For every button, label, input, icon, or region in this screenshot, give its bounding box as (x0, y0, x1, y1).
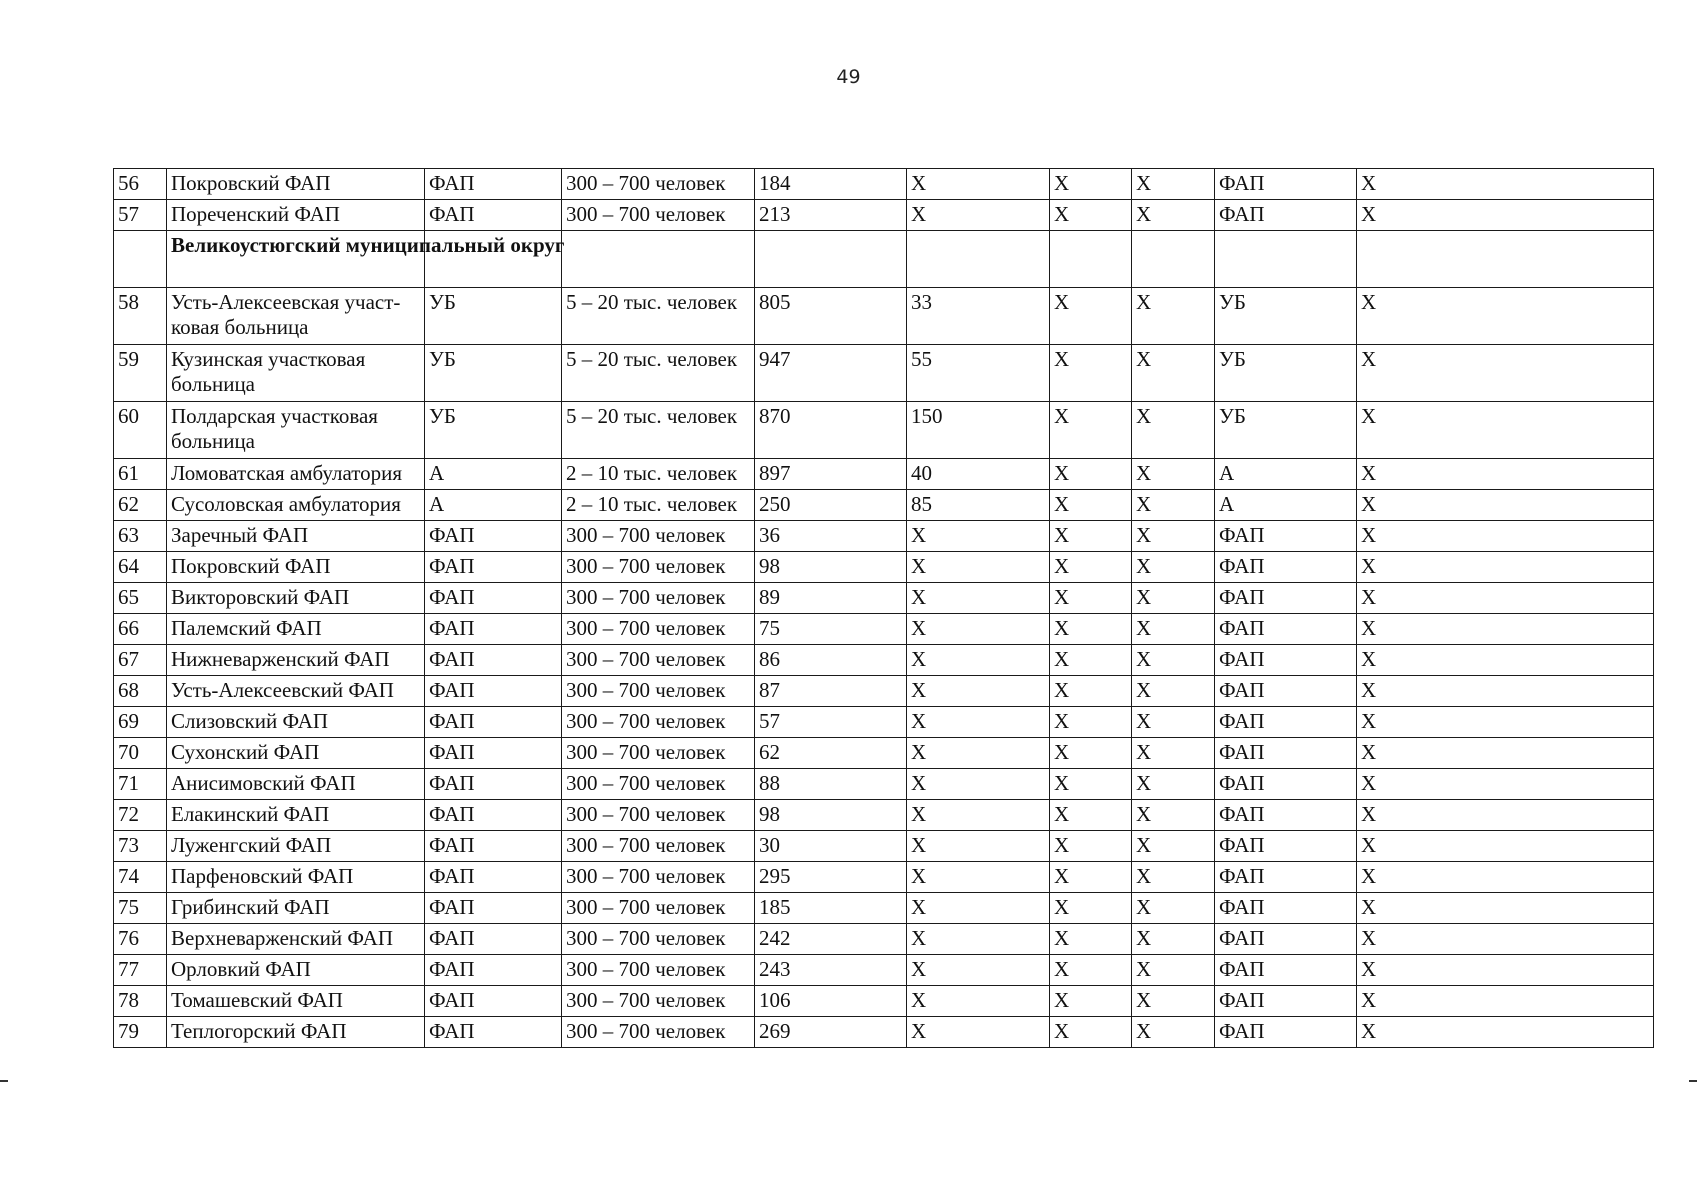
row-number-cell: 74 (114, 862, 167, 893)
value-cell: 947 (755, 345, 907, 402)
marker-cell: Х (1132, 402, 1215, 459)
value-cell: 213 (755, 200, 907, 231)
value-cell: 40 (907, 459, 1050, 490)
value-cell: 75 (755, 614, 907, 645)
target-type-cell: ФАП (1215, 924, 1357, 955)
table-row (114, 769, 1654, 800)
marker-cell: Х (1132, 490, 1215, 521)
value-cell: 897 (755, 459, 907, 490)
marker-cell: Х (1050, 1017, 1132, 1048)
population-range-cell: 300 – 700 человек (562, 831, 755, 862)
facility-name-cell: Сухонский ФАП (167, 738, 425, 769)
value-cell: 150 (907, 402, 1050, 459)
marker-cell: Х (1132, 862, 1215, 893)
row-number-cell: 79 (114, 1017, 167, 1048)
facility-type-cell: ФАП (425, 738, 562, 769)
table-row (114, 676, 1654, 707)
value-cell: 184 (755, 169, 907, 200)
target-type-cell: ФАП (1215, 831, 1357, 862)
facility-type-cell: ФАП (425, 800, 562, 831)
value-cell: 250 (755, 490, 907, 521)
value-cell: Х (907, 676, 1050, 707)
target-type-cell: ФАП (1215, 955, 1357, 986)
marker-cell: Х (1050, 893, 1132, 924)
target-type-cell: ФАП (1215, 707, 1357, 738)
target-type-cell: ФАП (1215, 614, 1357, 645)
row-number-cell: 56 (114, 169, 167, 200)
marker-cell: Х (1050, 169, 1132, 200)
value-cell: 243 (755, 955, 907, 986)
target-type-cell: ФАП (1215, 986, 1357, 1017)
facility-type-cell: ФАП (425, 862, 562, 893)
table-row (114, 490, 1654, 521)
target-type-cell: ФАП (1215, 169, 1357, 200)
marker-cell: Х (1132, 583, 1215, 614)
table-row (114, 862, 1654, 893)
row-number-cell: 60 (114, 402, 167, 459)
value-cell: 269 (755, 1017, 907, 1048)
target-type-cell: ФАП (1215, 800, 1357, 831)
facility-type-cell: ФАП (425, 614, 562, 645)
value-cell: 106 (755, 986, 907, 1017)
target-type-cell: ФАП (1215, 645, 1357, 676)
facility-name-cell: Ломоватская амбулатория (167, 459, 425, 490)
value-cell: 86 (755, 645, 907, 676)
value-cell: 85 (907, 490, 1050, 521)
population-range-cell: 300 – 700 человек (562, 800, 755, 831)
marker-cell: Х (1357, 614, 1654, 645)
facility-type-cell: ФАП (425, 924, 562, 955)
value-cell: Х (907, 169, 1050, 200)
population-range-cell: 300 – 700 человек (562, 614, 755, 645)
population-range-cell: 300 – 700 человек (562, 521, 755, 552)
marker-cell: Х (1357, 583, 1654, 614)
marker-cell: Х (1357, 1017, 1654, 1048)
row-number-cell: 68 (114, 676, 167, 707)
row-number-cell: 63 (114, 521, 167, 552)
target-type-cell: УБ (1215, 402, 1357, 459)
facility-type-cell: ФАП (425, 1017, 562, 1048)
target-type-cell: А (1215, 490, 1357, 521)
row-number-cell: 64 (114, 552, 167, 583)
facility-name-cell: Покровский ФАП (167, 552, 425, 583)
population-range-cell: 300 – 700 человек (562, 924, 755, 955)
facility-type-cell: ФАП (425, 986, 562, 1017)
marker-cell: Х (1050, 345, 1132, 402)
population-range-cell: 300 – 700 человек (562, 769, 755, 800)
table-row (114, 552, 1654, 583)
value-cell: 98 (755, 552, 907, 583)
marker-cell: Х (1357, 645, 1654, 676)
marker-cell: Х (1357, 521, 1654, 552)
table-body (114, 169, 1654, 1048)
value-cell: Х (907, 800, 1050, 831)
target-type-cell: ФАП (1215, 893, 1357, 924)
row-number-cell: 75 (114, 893, 167, 924)
facility-name-cell: Орловкий ФАП (167, 955, 425, 986)
population-range-cell: 300 – 700 человек (562, 955, 755, 986)
marker-cell: Х (1050, 831, 1132, 862)
marker-cell: Х (1357, 552, 1654, 583)
facility-name-cell: Томашевский ФАП (167, 986, 425, 1017)
table-row (114, 1017, 1654, 1048)
facility-type-cell: УБ (425, 345, 562, 402)
facility-name-cell: Верхневарженский ФАП (167, 924, 425, 955)
marker-cell: Х (1050, 552, 1132, 583)
value-cell: Х (907, 738, 1050, 769)
marker-cell: Х (1357, 345, 1654, 402)
marker-cell: Х (1132, 831, 1215, 862)
value-cell: Х (907, 583, 1050, 614)
facility-name-cell: Усть-Алексеевский ФАП (167, 676, 425, 707)
facility-name-cell: Луженгский ФАП (167, 831, 425, 862)
value-cell: Х (907, 862, 1050, 893)
marker-cell: Х (1050, 862, 1132, 893)
population-range-cell: 5 – 20 тыс. человек (562, 288, 755, 345)
marker-cell: Х (1132, 924, 1215, 955)
row-number-cell: 61 (114, 459, 167, 490)
marker-cell: Х (1050, 986, 1132, 1017)
target-type-cell: УБ (1215, 345, 1357, 402)
target-type-cell: ФАП (1215, 552, 1357, 583)
row-number-cell: 65 (114, 583, 167, 614)
marker-cell: Х (1357, 769, 1654, 800)
marker-cell: Х (1050, 459, 1132, 490)
marker-cell: Х (1357, 955, 1654, 986)
section-title: Великоустюгский муниципальный округ (167, 231, 425, 288)
facility-name-cell: Покровский ФАП (167, 169, 425, 200)
facility-type-cell: ФАП (425, 707, 562, 738)
value-cell: Х (907, 769, 1050, 800)
facility-name-cell: Викторовский ФАП (167, 583, 425, 614)
marker-cell: Х (1132, 1017, 1215, 1048)
marker-cell: Х (1050, 200, 1132, 231)
value-cell: 33 (907, 288, 1050, 345)
empty-cell (1215, 231, 1357, 288)
facility-type-cell: А (425, 490, 562, 521)
marker-cell: Х (1132, 955, 1215, 986)
empty-cell (114, 231, 167, 288)
facility-type-cell: ФАП (425, 552, 562, 583)
population-range-cell: 300 – 700 человек (562, 893, 755, 924)
value-cell: 870 (755, 402, 907, 459)
facility-type-cell: ФАП (425, 521, 562, 552)
value-cell: Х (907, 521, 1050, 552)
marker-cell: Х (1357, 986, 1654, 1017)
facility-type-cell: ФАП (425, 645, 562, 676)
facility-name-cell: Парфеновский ФАП (167, 862, 425, 893)
row-number-cell: 72 (114, 800, 167, 831)
marker-cell: Х (1050, 521, 1132, 552)
value-cell: Х (907, 986, 1050, 1017)
target-type-cell: УБ (1215, 288, 1357, 345)
row-number-cell: 57 (114, 200, 167, 231)
value-cell: 62 (755, 738, 907, 769)
row-number-cell: 58 (114, 288, 167, 345)
value-cell: Х (907, 1017, 1050, 1048)
marker-cell: Х (1132, 459, 1215, 490)
table-row (114, 614, 1654, 645)
facility-name-cell: Палемский ФАП (167, 614, 425, 645)
table-row (114, 345, 1654, 402)
marker-cell: Х (1357, 893, 1654, 924)
population-range-cell: 300 – 700 человек (562, 583, 755, 614)
population-range-cell: 300 – 700 человек (562, 645, 755, 676)
value-cell: Х (907, 955, 1050, 986)
population-range-cell: 2 – 10 тыс. человек (562, 459, 755, 490)
row-number-cell: 78 (114, 986, 167, 1017)
value-cell: Х (907, 893, 1050, 924)
marker-cell: Х (1132, 169, 1215, 200)
row-number-cell: 59 (114, 345, 167, 402)
marker-cell: Х (1357, 862, 1654, 893)
facility-type-cell: ФАП (425, 169, 562, 200)
facility-type-cell: ФАП (425, 583, 562, 614)
population-range-cell: 2 – 10 тыс. человек (562, 490, 755, 521)
marker-cell: Х (1050, 490, 1132, 521)
value-cell: 36 (755, 521, 907, 552)
target-type-cell: ФАП (1215, 676, 1357, 707)
marker-cell: Х (1357, 169, 1654, 200)
table-row (114, 521, 1654, 552)
facility-name-cell: Пореченский ФАП (167, 200, 425, 231)
marker-cell: Х (1050, 583, 1132, 614)
population-range-cell: 5 – 20 тыс. человек (562, 345, 755, 402)
facility-type-cell: ФАП (425, 769, 562, 800)
marker-cell: Х (1132, 769, 1215, 800)
marker-cell: Х (1050, 402, 1132, 459)
marker-cell: Х (1132, 893, 1215, 924)
facility-name-cell: Теплогорский ФАП (167, 1017, 425, 1048)
marker-cell: Х (1132, 645, 1215, 676)
facility-type-cell: ФАП (425, 831, 562, 862)
table-row (114, 402, 1654, 459)
value-cell: Х (907, 707, 1050, 738)
row-number-cell: 69 (114, 707, 167, 738)
empty-cell (1357, 231, 1654, 288)
facility-name-cell: Нижневарженский ФАП (167, 645, 425, 676)
marker-cell: Х (1050, 676, 1132, 707)
row-number-cell: 62 (114, 490, 167, 521)
table-row (114, 707, 1654, 738)
row-number-cell: 77 (114, 955, 167, 986)
marker-cell: Х (1132, 707, 1215, 738)
value-cell: Х (907, 831, 1050, 862)
marker-cell: Х (1132, 552, 1215, 583)
value-cell: 57 (755, 707, 907, 738)
target-type-cell: ФАП (1215, 769, 1357, 800)
value-cell: Х (907, 200, 1050, 231)
row-number-cell: 71 (114, 769, 167, 800)
empty-cell (755, 231, 907, 288)
table-row (114, 924, 1654, 955)
target-type-cell: ФАП (1215, 862, 1357, 893)
marker-cell: Х (1132, 676, 1215, 707)
marker-cell: Х (1357, 924, 1654, 955)
marker-cell: Х (1050, 288, 1132, 345)
population-range-cell: 300 – 700 человек (562, 1017, 755, 1048)
facility-name-cell: Полдарская участковая больница (167, 402, 425, 459)
row-number-cell: 76 (114, 924, 167, 955)
empty-cell (1132, 231, 1215, 288)
row-number-cell: 70 (114, 738, 167, 769)
marker-cell: Х (1132, 521, 1215, 552)
facility-name-cell: Кузинская участковая больница (167, 345, 425, 402)
target-type-cell: ФАП (1215, 1017, 1357, 1048)
table-row (114, 459, 1654, 490)
value-cell: 98 (755, 800, 907, 831)
marker-cell: Х (1050, 738, 1132, 769)
population-range-cell: 300 – 700 человек (562, 169, 755, 200)
facilities-table (113, 168, 1654, 1048)
table-row (114, 645, 1654, 676)
target-type-cell: А (1215, 459, 1357, 490)
value-cell: 185 (755, 893, 907, 924)
table-row (114, 288, 1654, 345)
marker-cell: Х (1357, 490, 1654, 521)
population-range-cell: 300 – 700 человек (562, 862, 755, 893)
value-cell: 805 (755, 288, 907, 345)
population-range-cell: 300 – 700 человек (562, 552, 755, 583)
table-row (114, 893, 1654, 924)
population-range-cell: 300 – 700 человек (562, 986, 755, 1017)
marker-cell: Х (1357, 459, 1654, 490)
facility-type-cell: УБ (425, 402, 562, 459)
row-number-cell: 67 (114, 645, 167, 676)
value-cell: 30 (755, 831, 907, 862)
marker-cell: Х (1357, 738, 1654, 769)
marker-cell: Х (1132, 614, 1215, 645)
marker-cell: Х (1357, 676, 1654, 707)
value-cell: 88 (755, 769, 907, 800)
value-cell: 55 (907, 345, 1050, 402)
table-row (114, 200, 1654, 231)
facility-type-cell: ФАП (425, 955, 562, 986)
facility-name-cell: Сусоловская амбулатория (167, 490, 425, 521)
population-range-cell: 300 – 700 человек (562, 676, 755, 707)
value-cell: Х (907, 614, 1050, 645)
marker-cell: Х (1357, 288, 1654, 345)
target-type-cell: ФАП (1215, 583, 1357, 614)
value-cell: 89 (755, 583, 907, 614)
population-range-cell: 300 – 700 человек (562, 200, 755, 231)
population-range-cell: 300 – 700 человек (562, 707, 755, 738)
empty-cell (907, 231, 1050, 288)
margin-mark-right (1689, 1080, 1697, 1082)
marker-cell: Х (1132, 986, 1215, 1017)
row-number-cell: 66 (114, 614, 167, 645)
marker-cell: Х (1132, 345, 1215, 402)
table-row (114, 738, 1654, 769)
facility-type-cell: УБ (425, 288, 562, 345)
marker-cell: Х (1132, 288, 1215, 345)
value-cell: Х (907, 645, 1050, 676)
marker-cell: Х (1050, 924, 1132, 955)
facility-name-cell: Слизовский ФАП (167, 707, 425, 738)
marker-cell: Х (1132, 738, 1215, 769)
target-type-cell: ФАП (1215, 200, 1357, 231)
marker-cell: Х (1132, 800, 1215, 831)
facility-type-cell: ФАП (425, 200, 562, 231)
marker-cell: Х (1050, 800, 1132, 831)
table-row (114, 955, 1654, 986)
target-type-cell: ФАП (1215, 521, 1357, 552)
facility-name-cell: Усть-Алексеевская участ-ковая больница (167, 288, 425, 345)
table-row (114, 169, 1654, 200)
population-range-cell: 5 – 20 тыс. человек (562, 402, 755, 459)
facility-name-cell: Анисимовский ФАП (167, 769, 425, 800)
facility-name-cell: Заречный ФАП (167, 521, 425, 552)
facility-type-cell: А (425, 459, 562, 490)
row-number-cell: 73 (114, 831, 167, 862)
value-cell: 242 (755, 924, 907, 955)
marker-cell: Х (1132, 200, 1215, 231)
marker-cell: Х (1050, 614, 1132, 645)
table-row (114, 583, 1654, 614)
value-cell: 295 (755, 862, 907, 893)
table-row (114, 986, 1654, 1017)
facility-name-cell: Елакинский ФАП (167, 800, 425, 831)
value-cell: 87 (755, 676, 907, 707)
value-cell: Х (907, 552, 1050, 583)
facility-name-cell: Грибинский ФАП (167, 893, 425, 924)
marker-cell: Х (1050, 645, 1132, 676)
page-number: 49 (836, 66, 861, 88)
facility-type-cell: ФАП (425, 893, 562, 924)
marker-cell: Х (1357, 707, 1654, 738)
marker-cell: Х (1050, 955, 1132, 986)
section-row (114, 231, 1654, 288)
marker-cell: Х (1357, 800, 1654, 831)
marker-cell: Х (1050, 707, 1132, 738)
target-type-cell: ФАП (1215, 738, 1357, 769)
value-cell: Х (907, 924, 1050, 955)
margin-mark-left (0, 1080, 8, 1082)
empty-cell (562, 231, 755, 288)
population-range-cell: 300 – 700 человек (562, 738, 755, 769)
marker-cell: Х (1357, 402, 1654, 459)
empty-cell (1050, 231, 1132, 288)
marker-cell: Х (1357, 200, 1654, 231)
facility-type-cell: ФАП (425, 676, 562, 707)
marker-cell: Х (1050, 769, 1132, 800)
marker-cell: Х (1357, 831, 1654, 862)
table-row (114, 800, 1654, 831)
table-row (114, 831, 1654, 862)
